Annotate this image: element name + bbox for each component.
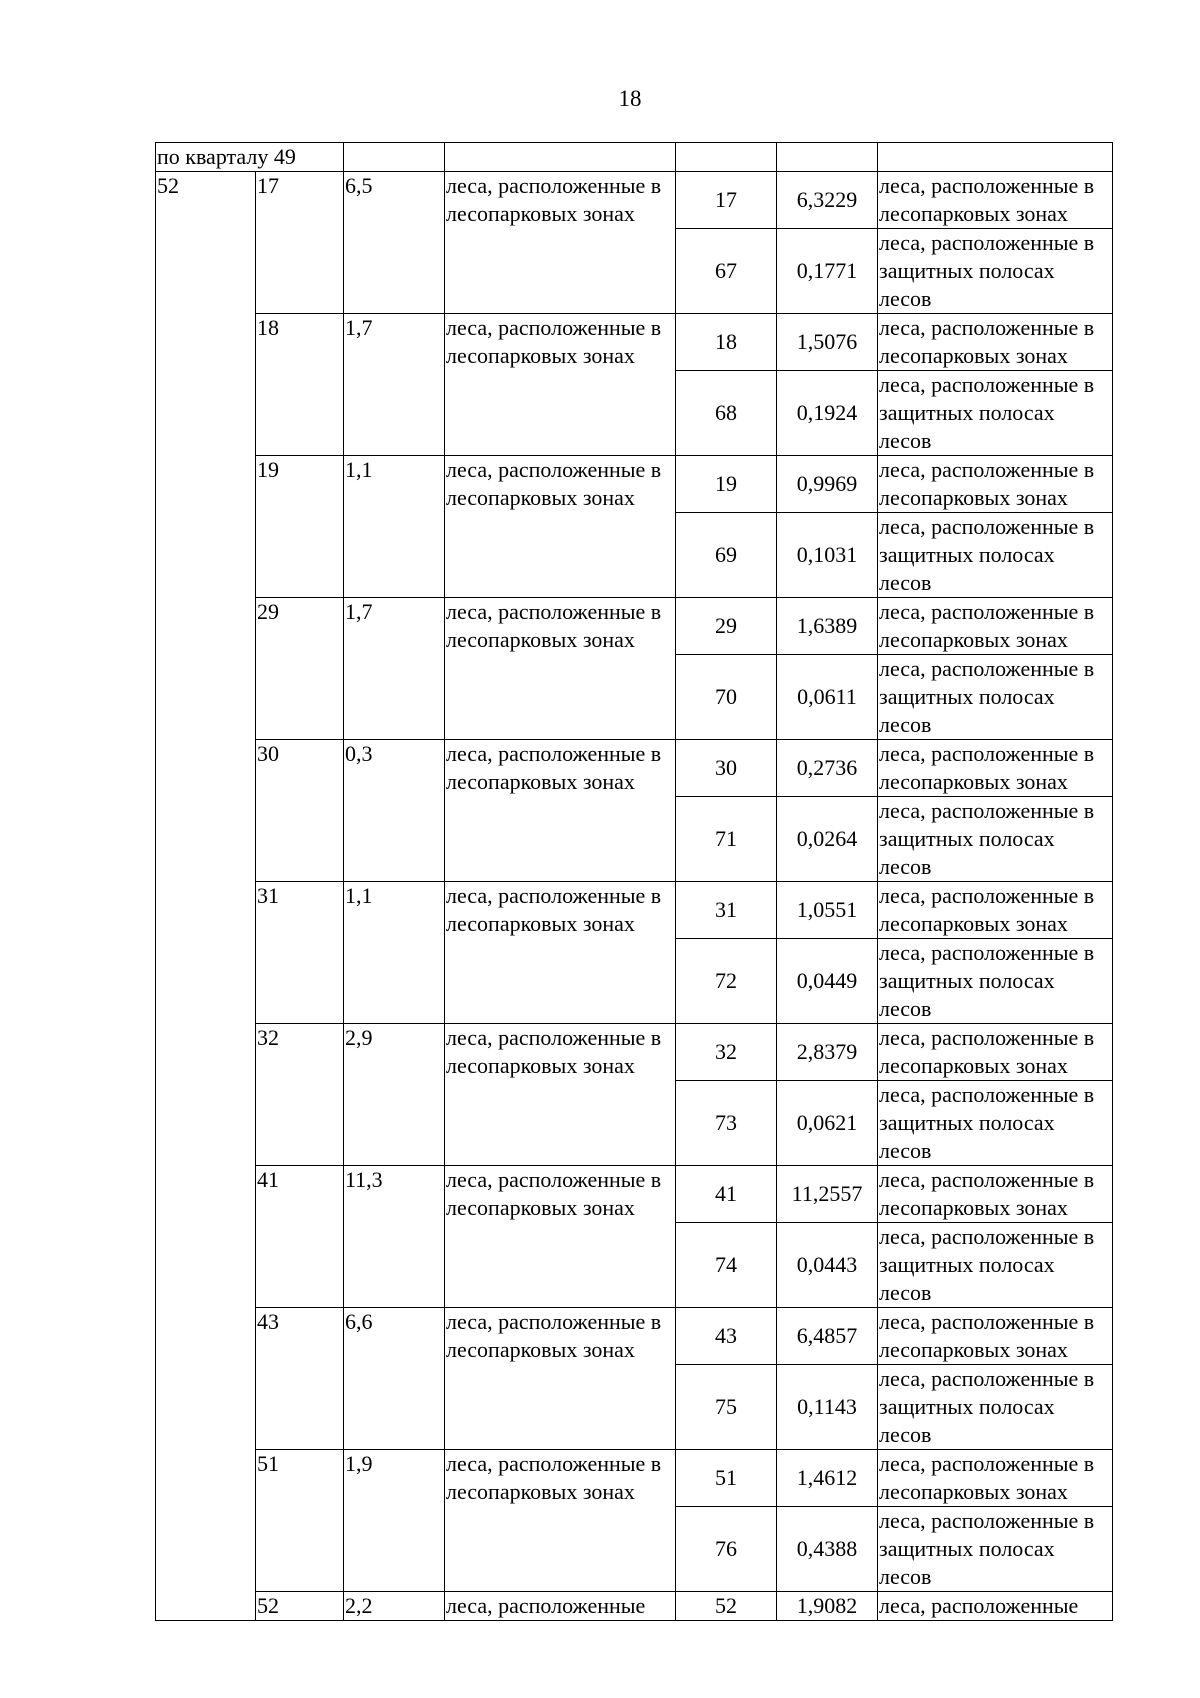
vydel-category: леса, расположенные в лесопарковых зонах [445, 1450, 676, 1592]
vydel-number: 29 [256, 598, 344, 740]
table-cell [676, 143, 777, 172]
part-category: леса, расположенные в защитных полосах лесов [878, 939, 1113, 1024]
table-row [156, 143, 1113, 172]
forest-quarter-table [155, 142, 1113, 1621]
part-category: леса, расположенные в защитных полосах лесов [878, 1365, 1113, 1450]
part-number: 67 [676, 229, 777, 314]
vydel-category: леса, расположенные в лесопарковых зонах [445, 740, 676, 882]
part-number: 72 [676, 939, 777, 1024]
part-category: леса, расположенные в лесопарковых зонах [878, 882, 1113, 939]
table-row [156, 882, 1113, 939]
table-row [156, 1592, 1113, 1621]
table-row [156, 1450, 1113, 1507]
table-row [156, 740, 1113, 797]
table-row [156, 314, 1113, 371]
vydel-number: 31 [256, 882, 344, 1024]
page-number: 18 [618, 86, 642, 111]
vydel-area: 1,9 [344, 1450, 445, 1592]
part-number: 30 [676, 740, 777, 797]
part-number: 17 [676, 172, 777, 229]
vydel-area: 6,6 [344, 1308, 445, 1450]
table-row [156, 1166, 1113, 1223]
part-area: 0,9969 [777, 456, 878, 513]
part-category: леса, расположенные в лесопарковых зонах [878, 740, 1113, 797]
part-category: леса, расположенные в лесопарковых зонах [878, 1308, 1113, 1365]
part-number: 71 [676, 797, 777, 882]
quarter-number: 52 [156, 172, 256, 1621]
part-category: леса, расположенные в лесопарковых зонах [878, 314, 1113, 371]
part-area: 0,4388 [777, 1507, 878, 1592]
vydel-category: леса, расположенные в лесопарковых зонах [445, 1308, 676, 1450]
part-number: 51 [676, 1450, 777, 1507]
part-category: леса, расположенные в лесопарковых зонах [878, 1024, 1113, 1081]
part-area: 0,0264 [777, 797, 878, 882]
part-number: 41 [676, 1166, 777, 1223]
part-area: 0,0449 [777, 939, 878, 1024]
part-category: леса, расположенные в защитных полосах лесов [878, 1081, 1113, 1166]
table-row [156, 172, 1113, 229]
part-area: 0,1771 [777, 229, 878, 314]
vydel-area: 1,1 [344, 882, 445, 1024]
part-area: 0,1924 [777, 371, 878, 456]
part-area: 0,2736 [777, 740, 878, 797]
part-category: леса, расположенные в защитных полосах лесов [878, 1223, 1113, 1308]
part-category: леса, расположенные в лесопарковых зонах [878, 1450, 1113, 1507]
vydel-area: 1,7 [344, 314, 445, 456]
vydel-category: леса, расположенные в лесопарковых зонах [445, 598, 676, 740]
part-number: 75 [676, 1365, 777, 1450]
vydel-number: 43 [256, 1308, 344, 1450]
table-cell [777, 143, 878, 172]
part-area: 1,9082 [777, 1592, 878, 1621]
part-area: 0,0611 [777, 655, 878, 740]
vydel-number: 32 [256, 1024, 344, 1166]
part-area: 1,6389 [777, 598, 878, 655]
part-number: 74 [676, 1223, 777, 1308]
part-number: 31 [676, 882, 777, 939]
part-number: 69 [676, 513, 777, 598]
part-category: леса, расположенные [878, 1592, 1113, 1621]
part-area: 0,0443 [777, 1223, 878, 1308]
part-area: 2,8379 [777, 1024, 878, 1081]
vydel-category: леса, расположенные в лесопарковых зонах [445, 314, 676, 456]
table-row [156, 1308, 1113, 1365]
part-number: 32 [676, 1024, 777, 1081]
part-area: 11,2557 [777, 1166, 878, 1223]
part-category: леса, расположенные в лесопарковых зонах [878, 456, 1113, 513]
table-cell [445, 143, 676, 172]
table-row [156, 456, 1113, 513]
part-category: леса, расположенные в защитных полосах лесов [878, 655, 1113, 740]
part-category: леса, расположенные в защитных полосах лесов [878, 1507, 1113, 1592]
vydel-area: 1,1 [344, 456, 445, 598]
vydel-area: 6,5 [344, 172, 445, 314]
part-area: 0,1031 [777, 513, 878, 598]
vydel-number: 18 [256, 314, 344, 456]
vydel-category: леса, расположенные в лесопарковых зонах [445, 172, 676, 314]
vydel-number: 30 [256, 740, 344, 882]
part-category: леса, расположенные в защитных полосах лесов [878, 371, 1113, 456]
vydel-number: 52 [256, 1592, 344, 1621]
table-cell [878, 143, 1113, 172]
part-category: леса, расположенные в лесопарковых зонах [878, 1166, 1113, 1223]
part-number: 19 [676, 456, 777, 513]
vydel-area: 11,3 [344, 1166, 445, 1308]
vydel-category: леса, расположенные [445, 1592, 676, 1621]
part-area: 0,0621 [777, 1081, 878, 1166]
table-cell [344, 143, 445, 172]
part-number: 43 [676, 1308, 777, 1365]
part-number: 70 [676, 655, 777, 740]
table-body [156, 143, 1113, 1621]
vydel-area: 1,7 [344, 598, 445, 740]
part-area: 1,0551 [777, 882, 878, 939]
part-category: леса, расположенные в защитных полосах лесов [878, 229, 1113, 314]
vydel-area: 0,3 [344, 740, 445, 882]
part-number: 52 [676, 1592, 777, 1621]
vydel-number: 51 [256, 1450, 344, 1592]
vydel-category: леса, расположенные в лесопарковых зонах [445, 456, 676, 598]
part-category: леса, расположенные в защитных полосах лесов [878, 513, 1113, 598]
part-category: леса, расположенные в защитных полосах лесов [878, 797, 1113, 882]
part-number: 68 [676, 371, 777, 456]
part-number: 73 [676, 1081, 777, 1166]
table-row [156, 598, 1113, 655]
vydel-area: 2,2 [344, 1592, 445, 1621]
part-area: 6,4857 [777, 1308, 878, 1365]
vydel-category: леса, расположенные в лесопарковых зонах [445, 1166, 676, 1308]
table-row [156, 1024, 1113, 1081]
part-area: 6,3229 [777, 172, 878, 229]
part-category: леса, расположенные в лесопарковых зонах [878, 172, 1113, 229]
vydel-category: леса, расположенные в лесопарковых зонах [445, 882, 676, 1024]
vydel-number: 17 [256, 172, 344, 314]
vydel-category: леса, расположенные в лесопарковых зонах [445, 1024, 676, 1166]
part-category: леса, расположенные в лесопарковых зонах [878, 598, 1113, 655]
vydel-number: 19 [256, 456, 344, 598]
quarter-total-label: по кварталу 49 [156, 143, 344, 172]
part-area: 1,5076 [777, 314, 878, 371]
vydel-number: 41 [256, 1166, 344, 1308]
part-number: 76 [676, 1507, 777, 1592]
part-area: 0,1143 [777, 1365, 878, 1450]
part-area: 1,4612 [777, 1450, 878, 1507]
vydel-area: 2,9 [344, 1024, 445, 1166]
part-number: 18 [676, 314, 777, 371]
part-number: 29 [676, 598, 777, 655]
